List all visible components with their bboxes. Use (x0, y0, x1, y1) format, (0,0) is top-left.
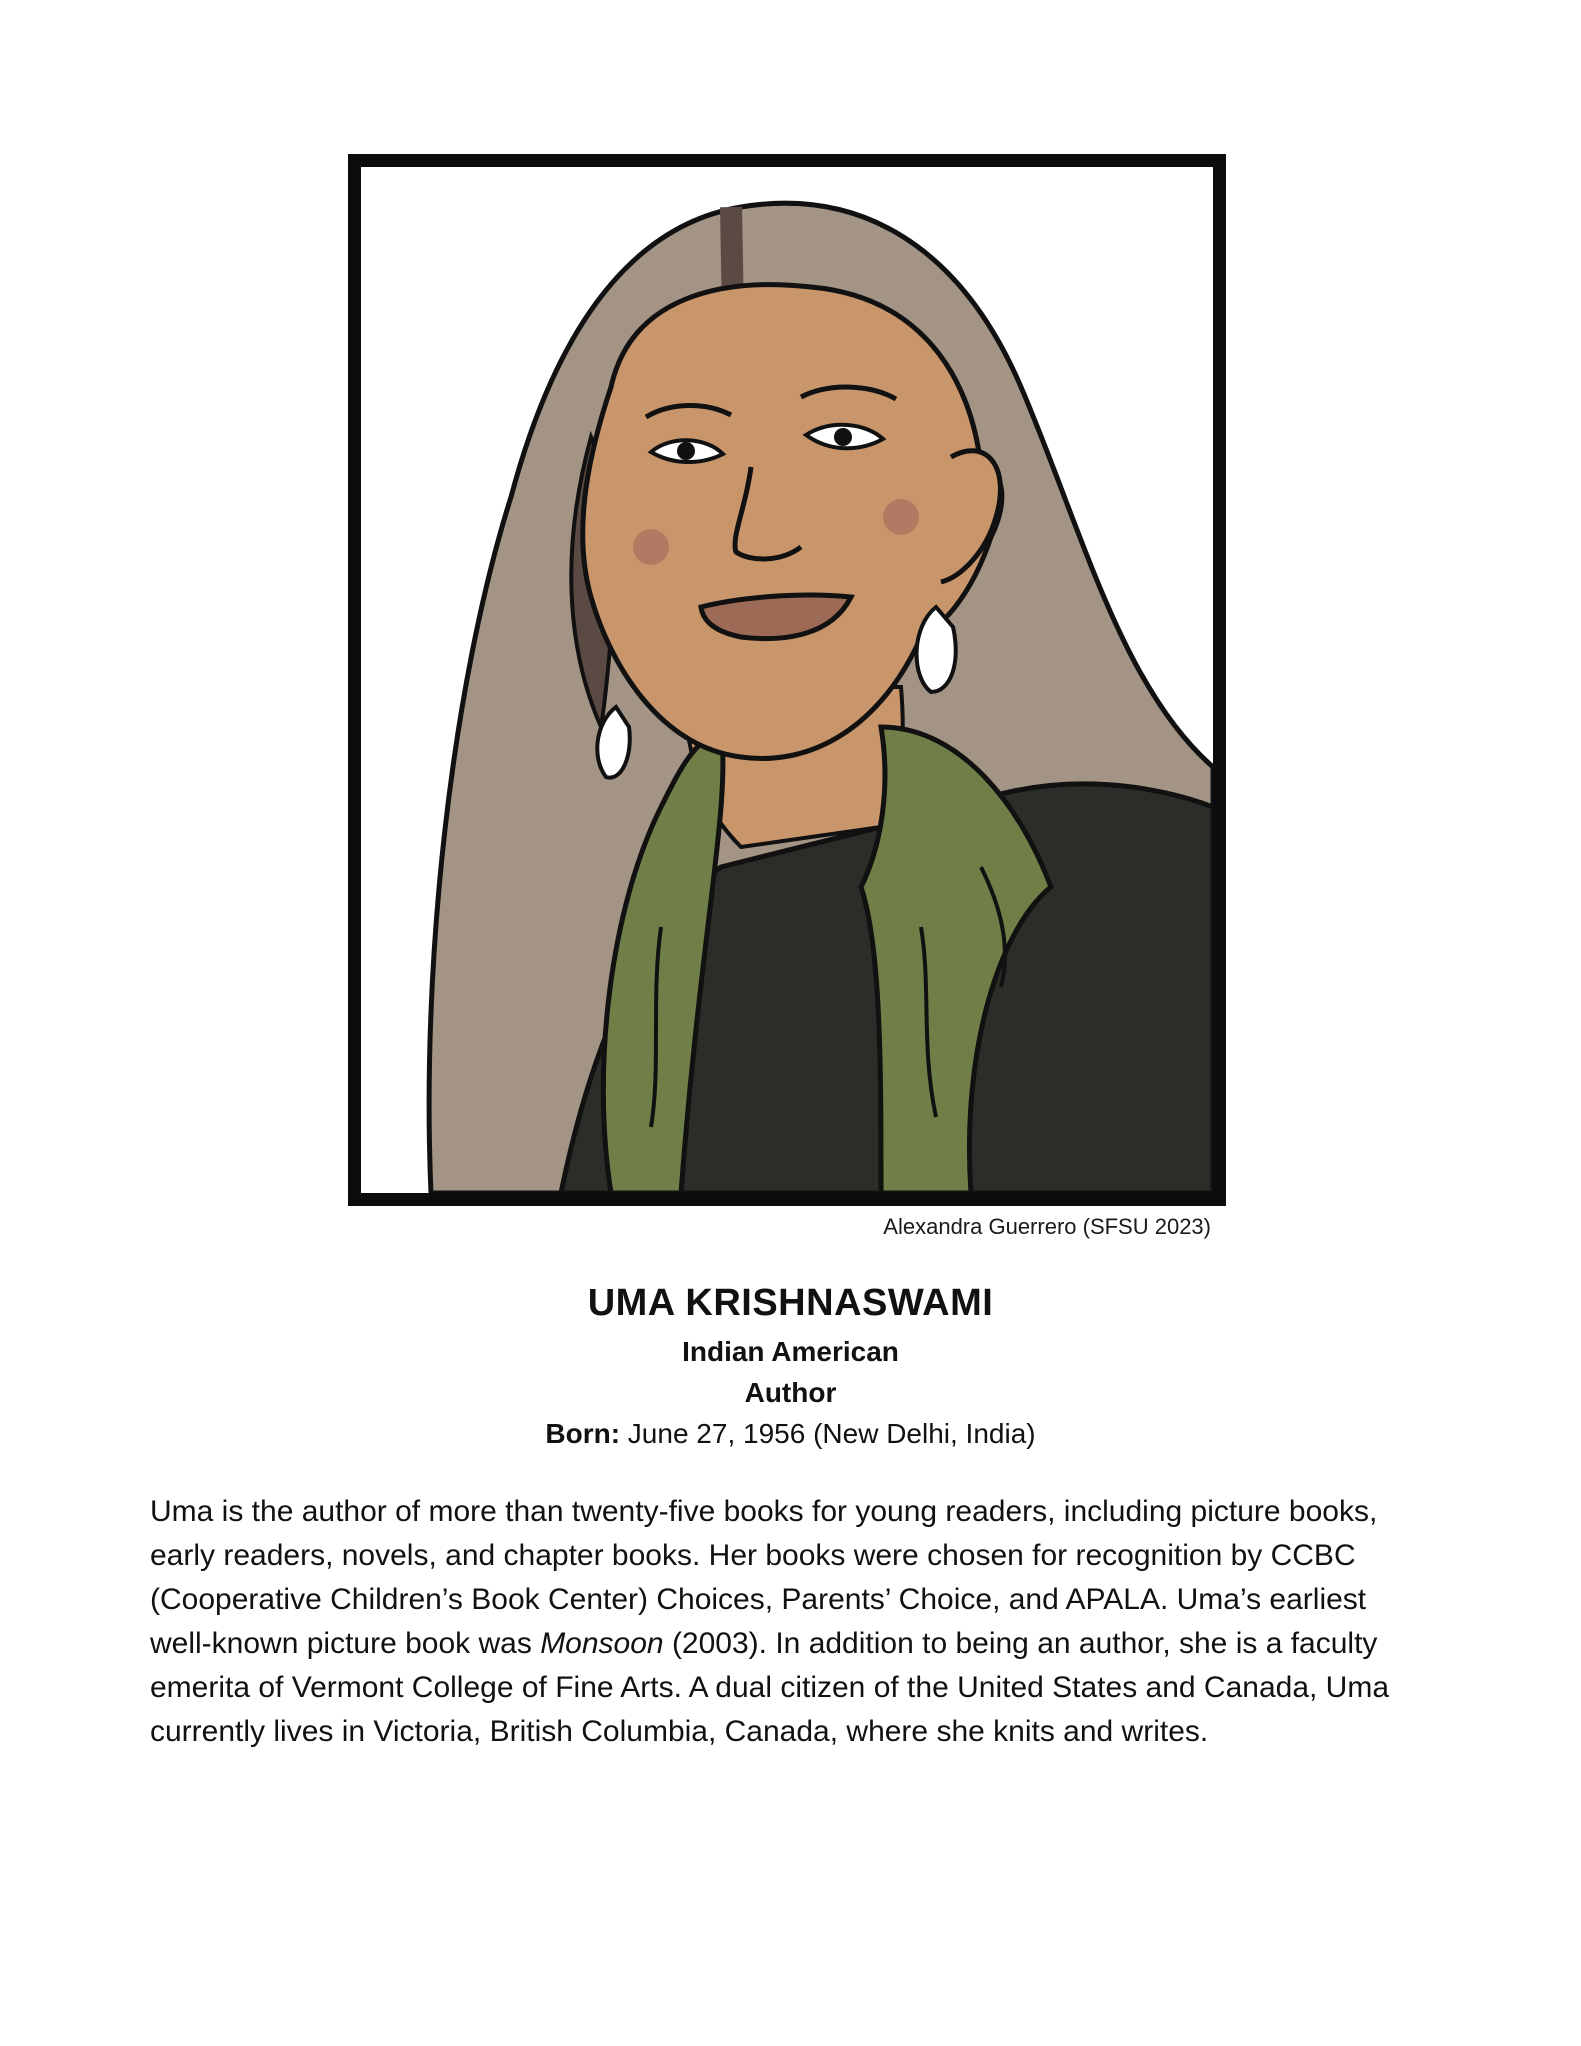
bio-part-1: Uma is the author of more than twenty-five books for young readers, including picture books, early readers, novels, and chapter books. Her books were chosen for recognition by CCBC (Cooperative Children’s Book Center) Choices, Parents’ Choice, and APALA. Uma’s earliest well-known picture book was (150, 1495, 1378, 1660)
biography-paragraph (150, 1490, 1430, 1754)
book-title: Monsoon (540, 1627, 664, 1660)
left-cheek (633, 529, 669, 565)
portrait-frame (348, 154, 1226, 1206)
right-cheek (883, 499, 919, 535)
role: Author (744, 1377, 837, 1408)
portrait-illustration (361, 167, 1213, 1193)
illustration-credit: Alexandra Guerrero (SFSU 2023) (883, 1214, 1211, 1239)
heritage: Indian American (682, 1336, 899, 1367)
born-label: Born: (545, 1418, 621, 1449)
person-name: UMA KRISHNASWAMI (587, 1282, 994, 1324)
born-value: June 27, 1956 (New Delhi, India) (620, 1418, 1036, 1449)
bio-part-2: (2003). In addition to being an author, she is a faculty emerita of Vermont College of Fine Arts. A dual citizen of the United States and Canada, Uma currently lives in Victoria, British Columbia, Canada, where she knits and writes. (150, 1627, 1390, 1748)
birth-info (0, 1418, 1581, 1450)
